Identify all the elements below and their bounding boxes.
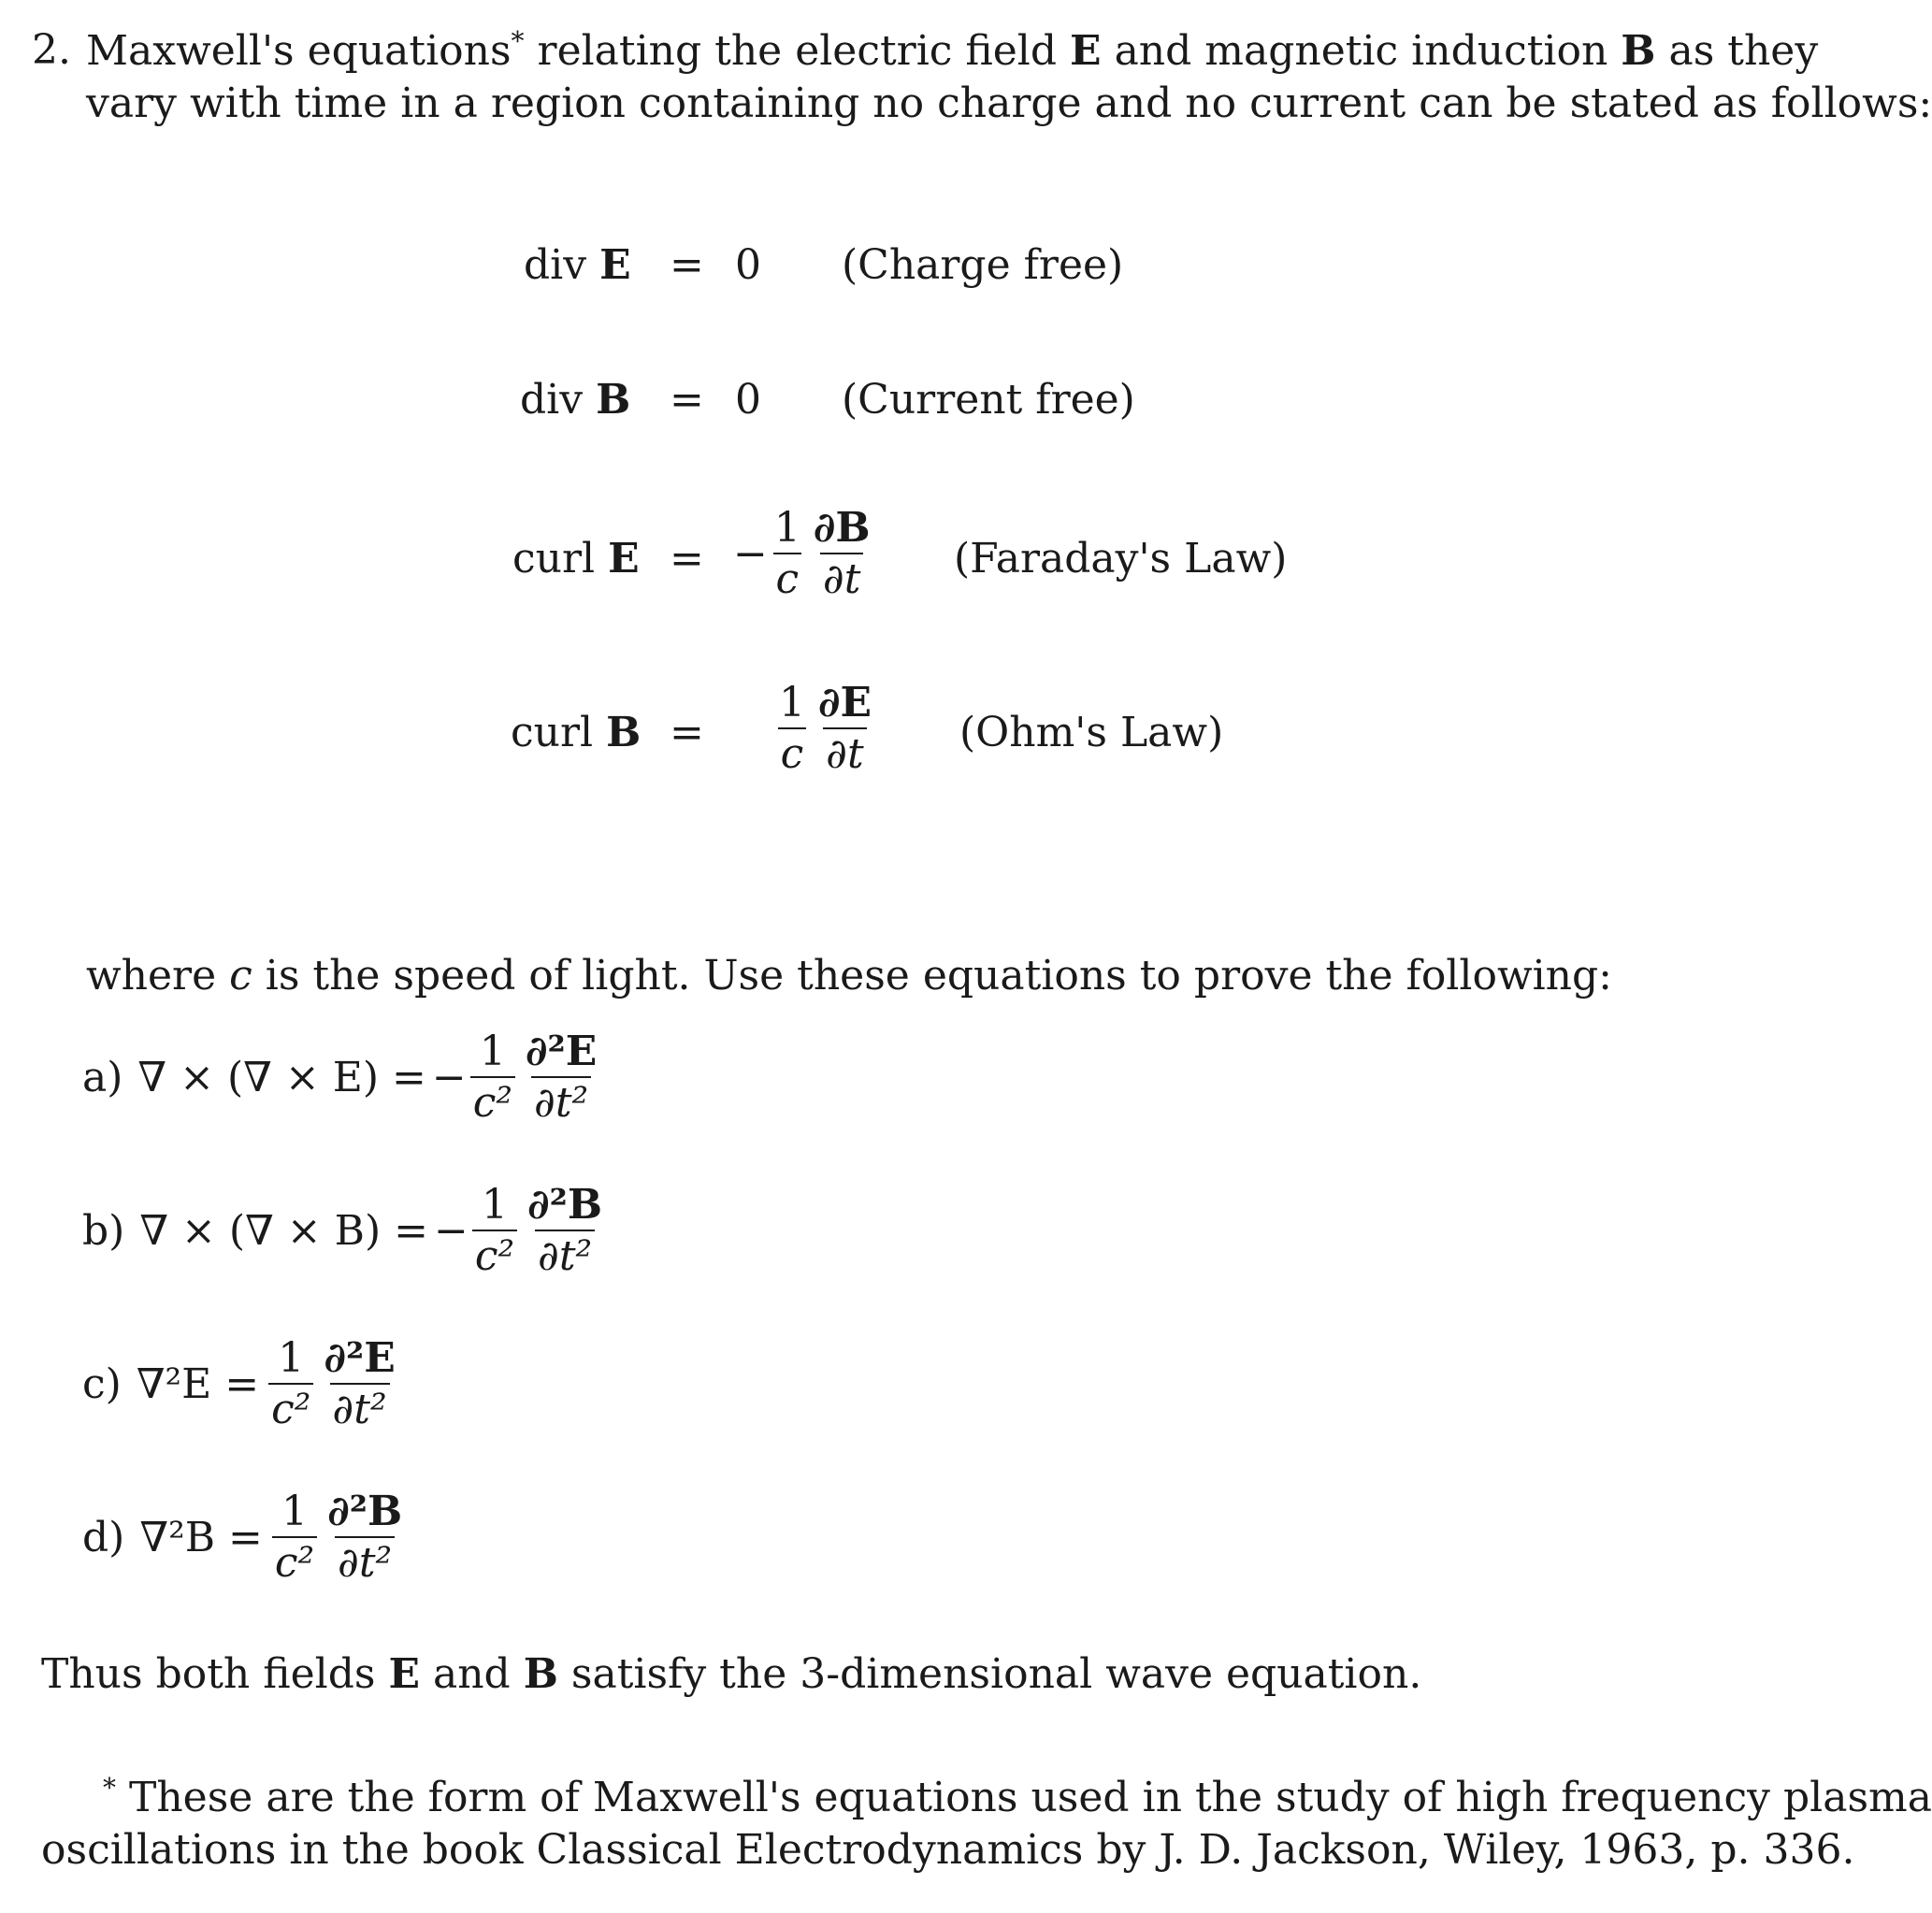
item-d — [82, 1489, 409, 1587]
equation-curl-e — [512, 535, 640, 583]
denominator: ∂t — [823, 727, 866, 778]
footnote-marker: * — [103, 1772, 116, 1804]
intro-text-d: as they — [1655, 27, 1819, 75]
eq-tag-current-free: (Current free) — [842, 376, 1135, 424]
item-label: b) — [82, 1207, 125, 1255]
denominator: c² — [472, 1230, 517, 1280]
intro-text-c: and magnetic induction — [1101, 27, 1622, 75]
denominator: ∂t² — [335, 1536, 395, 1587]
item-minus-sign: − — [431, 1054, 467, 1101]
field-b-symbol: B — [1621, 27, 1656, 75]
item-lhs: ∇ × (∇ × E) = — [137, 1054, 426, 1101]
eq-operator: curl — [511, 709, 594, 756]
eq-tag-charge-free: (Charge free) — [842, 241, 1124, 289]
eq-rhs-ohm — [772, 679, 878, 778]
item-lhs: ∇²B = — [139, 1514, 263, 1561]
item-label: a) — [82, 1054, 123, 1101]
eq-rhs: 0 — [735, 376, 761, 424]
eq-operator: curl — [512, 535, 596, 583]
fraction-dB-dt — [811, 505, 873, 603]
numerator: 1 — [281, 1488, 309, 1535]
fraction-d2E-dt2 — [321, 1335, 397, 1433]
eq-field: B — [596, 376, 631, 424]
numerator: ∂B — [813, 504, 871, 552]
speed-of-light-symbol: c — [229, 952, 252, 1000]
denominator: ∂t² — [330, 1383, 390, 1433]
where-text-a: where — [86, 952, 230, 1000]
conclusion-text-b: and — [420, 1650, 524, 1698]
fraction-1-over-c — [771, 505, 803, 603]
fraction-1-over-c2 — [470, 1028, 515, 1127]
denominator: c² — [470, 1076, 515, 1127]
item-a — [82, 1028, 603, 1127]
numerator: ∂²E — [324, 1334, 396, 1382]
numerator: 1 — [479, 1028, 506, 1075]
eq-equals: = — [670, 709, 704, 756]
eq-field: B — [606, 709, 642, 756]
denominator: c² — [272, 1536, 317, 1587]
intro-line-1 — [86, 24, 1818, 79]
numerator: 1 — [278, 1334, 305, 1382]
footnote-line-1 — [103, 1771, 1932, 1825]
denominator: ∂t² — [535, 1230, 595, 1280]
fraction-d2B-dt2 — [525, 1182, 605, 1280]
eq-rhs-faraday — [733, 505, 877, 603]
eq-operator: div — [524, 241, 587, 289]
eq-field: E — [608, 535, 640, 583]
conclusion-text-a: Thus both fields — [41, 1650, 389, 1698]
eq-tag-faraday: (Faraday's Law) — [954, 535, 1288, 583]
numerator: ∂²E — [526, 1028, 598, 1075]
fraction-d2E-dt2 — [523, 1028, 599, 1127]
equation-div-e — [524, 241, 631, 289]
denominator: c — [773, 553, 802, 603]
fraction-1-over-c — [776, 680, 808, 778]
field-e-symbol: E — [388, 1650, 420, 1698]
equation-div-b — [520, 376, 630, 424]
numerator: ∂E — [818, 679, 872, 726]
item-label: d) — [82, 1514, 125, 1561]
equation-curl-b — [511, 709, 641, 756]
item-minus-sign: − — [434, 1207, 469, 1255]
fraction-d2B-dt2 — [324, 1489, 405, 1587]
numerator: 1 — [779, 679, 805, 726]
eq-equals: = — [670, 241, 704, 289]
item-c — [82, 1335, 402, 1433]
intro-text-a: Maxwell's equations — [86, 27, 512, 75]
eq-equals: = — [670, 535, 704, 583]
field-e-symbol: E — [1070, 27, 1102, 75]
eq-tag-ohm: (Ohm's Law) — [959, 709, 1224, 756]
denominator: c — [778, 727, 807, 778]
field-b-symbol: B — [523, 1650, 558, 1698]
footnote-text-1: These are the form of Maxwell's equations used in the study of high frequency plasma — [116, 1774, 1932, 1821]
item-lhs: ∇²E = — [136, 1360, 260, 1408]
denominator: ∂t — [820, 553, 863, 603]
eq-operator: div — [520, 376, 584, 424]
footnote-marker: * — [511, 25, 525, 57]
denominator: c² — [268, 1383, 313, 1433]
numerator: ∂²B — [327, 1488, 403, 1535]
footnote-line-2: oscillations in the book Classical Electrodynamics by J. D. Jackson, Wiley, 1963, p. 336. — [41, 1826, 1855, 1874]
fraction-1-over-c2 — [472, 1182, 517, 1280]
eq-equals: = — [670, 376, 704, 424]
conclusion-text-c: satisfy the 3-dimensional wave equation. — [557, 1650, 1422, 1698]
eq-minus-sign: − — [733, 530, 768, 578]
where-text-b: is the speed of light. Use these equations to prove the following: — [252, 952, 1612, 1000]
denominator: ∂t² — [531, 1076, 591, 1127]
numerator: ∂²B — [527, 1181, 603, 1229]
intro-line-2: vary with time in a region containing no charge and no current can be stated as follows: — [86, 79, 1932, 127]
numerator: 1 — [482, 1181, 509, 1229]
eq-field: E — [599, 241, 631, 289]
conclusion-line — [41, 1647, 1421, 1702]
intro-text-b: relating the electric field — [524, 27, 1071, 75]
fraction-1-over-c2 — [268, 1335, 313, 1433]
item-b — [82, 1182, 609, 1280]
item-lhs: ∇ × (∇ × B) = — [139, 1207, 428, 1255]
item-label: c) — [82, 1360, 122, 1408]
numerator: 1 — [773, 504, 800, 552]
eq-rhs: 0 — [735, 241, 761, 289]
where-line — [86, 949, 1612, 1003]
fraction-1-over-c2 — [272, 1489, 317, 1587]
problem-number: 2. — [32, 26, 71, 74]
fraction-dE-dt — [815, 680, 874, 778]
